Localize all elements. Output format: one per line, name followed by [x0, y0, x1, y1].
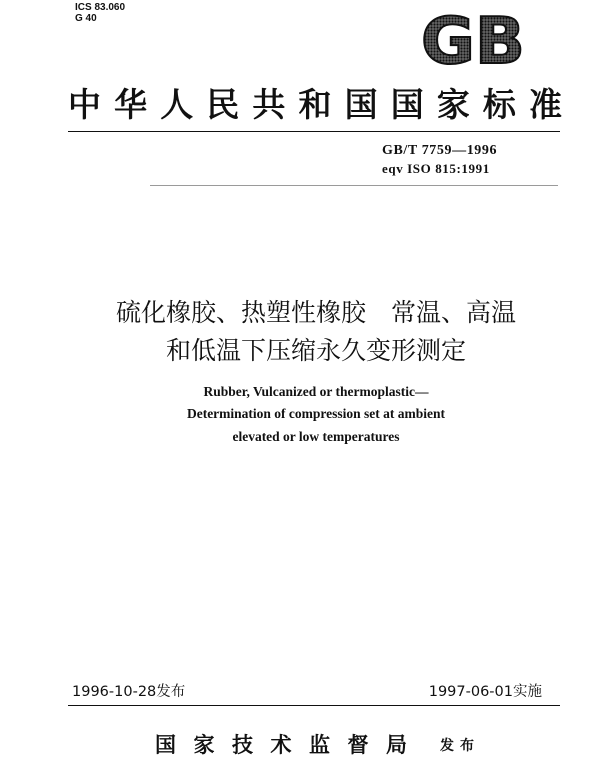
title-divider — [68, 131, 560, 132]
title-zh-line2: 和低温下压缩永久变形测定 — [165, 336, 466, 365]
title-zh-line1: 硫化橡胶、热塑性橡胶 常温、高温 — [115, 298, 516, 327]
title-en-line1: Rubber, Vulcanized or thermoplastic— — [203, 384, 429, 399]
standard-number: GB/T 7759—1996 — [382, 143, 498, 158]
main-title: 中华人民共和国国家标准 — [68, 85, 562, 124]
title-en-line2: Determination of compression set at ambient — [186, 406, 446, 421]
implementation-date: 1997-06-01实施 — [428, 684, 542, 700]
gb-logo-text: GB — [421, 8, 525, 68]
footer-divider — [68, 705, 560, 706]
issue-date: 1996-10-28发布 — [72, 684, 186, 700]
standard-equivalence: eqv ISO 815:1991 — [382, 161, 490, 176]
gb-logo — [418, 8, 528, 68]
ics-code: ICS 83.060 — [75, 2, 126, 13]
header-divider — [150, 185, 558, 186]
ccs-code: G 40 — [75, 13, 97, 24]
issuer-name: 国家技术监督局 — [155, 732, 407, 757]
title-en-line3: elevated or low temperatures — [232, 429, 400, 444]
issuer-action: 发布 — [440, 738, 480, 754]
